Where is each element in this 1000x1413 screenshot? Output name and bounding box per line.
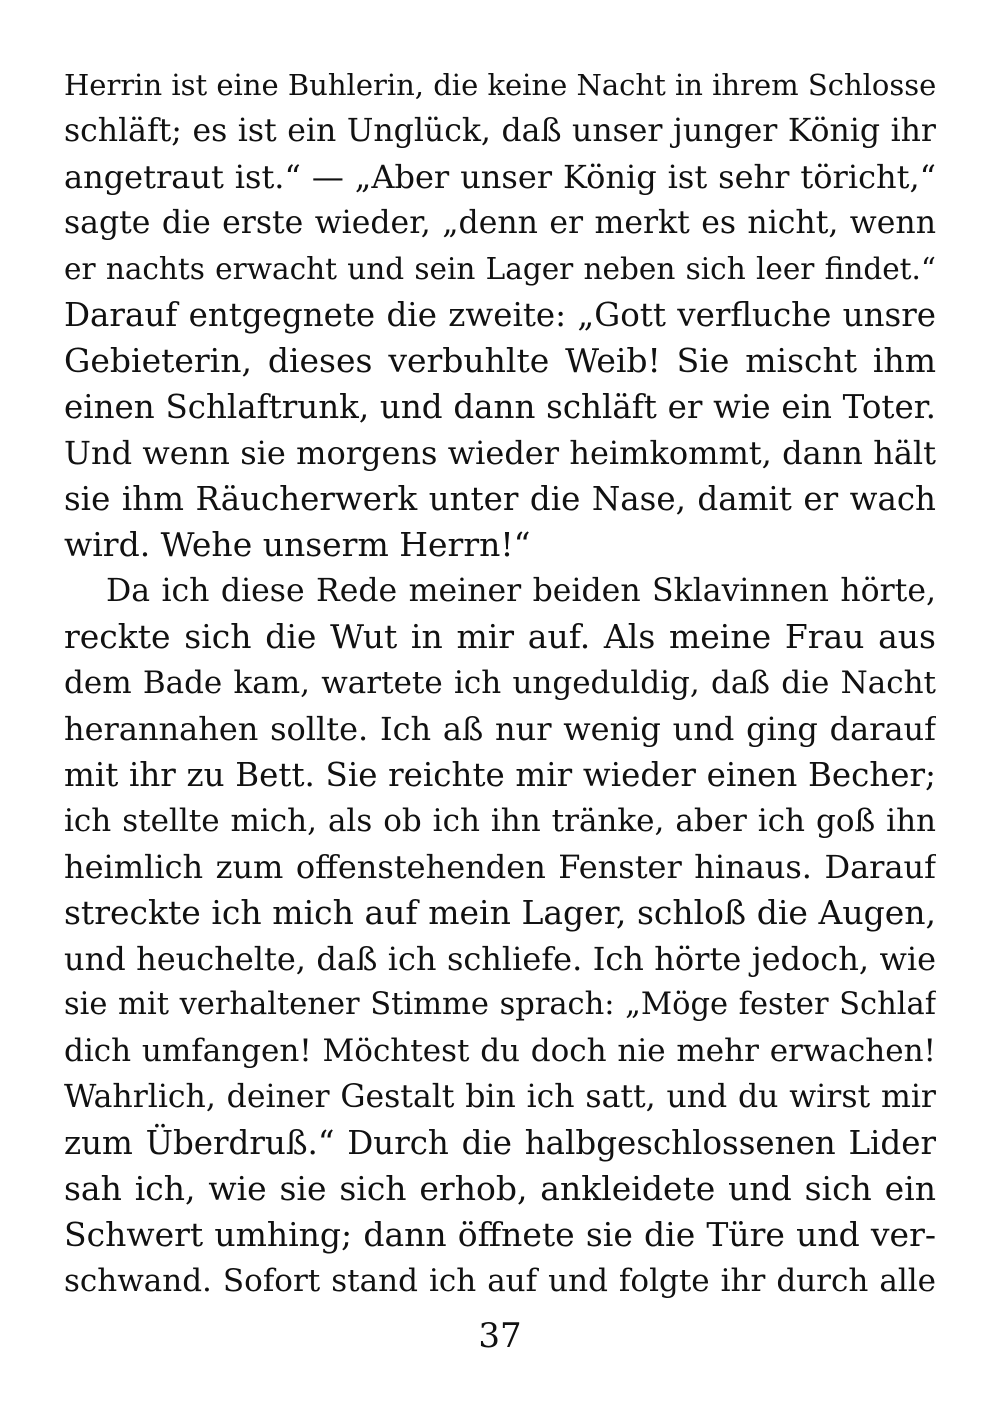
text-line: einen Schlaftrunk, und dann schläft er wie ein Toter. xyxy=(64,388,936,426)
text-line: schläft; es ist ein Unglück, daß unser junger König ihr xyxy=(64,113,936,149)
text-line: streckte ich mich auf mein Lager, schloß die Augen, xyxy=(64,893,936,932)
text-line: Herrin ist eine Buhlerin, die keine Nacht in ihrem Schlosse xyxy=(64,68,936,102)
text-line: dem Bade kam, wartete ich ungeduldig, daß die Nacht xyxy=(64,665,936,701)
text-line: er nachts erwacht und sein Lager neben sich leer findet.“ xyxy=(64,252,936,286)
text-line: Gebieterin, dieses verbuhlte Weib! Sie mischt ihm xyxy=(64,341,936,380)
text-line: angetraut ist.“ — „Aber unser König ist sehr töricht,“ xyxy=(64,158,936,196)
text-line: heimlich zum offenstehenden Fenster hinaus. Darauf xyxy=(64,848,936,886)
text-line: Und wenn sie morgens wieder heimkommt, dann hält xyxy=(64,434,936,472)
text-line: sagte die erste wieder, „denn er merkt es nicht, wenn xyxy=(64,205,936,241)
text-line: schwand. Sofort stand ich auf und folgte ihr durch alle xyxy=(64,1263,936,1299)
text-line: Darauf entgegnete die zweite: „Gott verfluche unsre xyxy=(64,296,936,334)
text-line: sah ich, wie sie sich erhob, ankleidete und sich ein xyxy=(64,1169,936,1208)
text-line: sie ihm Räucherwerk unter die Nase, damit er wach xyxy=(64,480,936,518)
text-line: herannahen sollte. Ich aß nur wenig und ging darauf xyxy=(64,710,936,748)
text-line: Schwert umhing; dann öffnete sie die Türe und ver- xyxy=(64,1215,936,1254)
text-line: mit ihr zu Bett. Sie reichte mir wieder einen Becher; xyxy=(64,756,936,794)
text-line: Wahrlich, deiner Gestalt bin ich satt, und du wirst mir xyxy=(64,1079,936,1115)
text-line: zum Überdruß.“ Durch die halbgeschlossenen Lider xyxy=(64,1124,936,1162)
body-text xyxy=(64,62,936,1304)
text-line: sie mit verhaltener Stimme sprach: „Möge fester Schlaf xyxy=(64,987,936,1022)
text-line: und heuchelte, daß ich schliefe. Ich hörte jedoch, wie xyxy=(64,940,936,978)
paragraph-start-line: Da ich diese Rede meiner beiden Sklavinnen hörte, xyxy=(106,573,936,609)
paragraph-end-line: wird. Wehe unserm Herrn!“ xyxy=(64,525,531,564)
text-line: reckte sich die Wut in mir auf. Als meine Frau aus xyxy=(64,617,936,656)
text-line: dich umfangen! Möchtest du doch nie mehr erwachen! xyxy=(64,1033,936,1069)
page-number: 37 xyxy=(478,1316,522,1356)
text-line: ich stellte mich, als ob ich ihn tränke, aber ich goß ihn xyxy=(64,803,936,839)
